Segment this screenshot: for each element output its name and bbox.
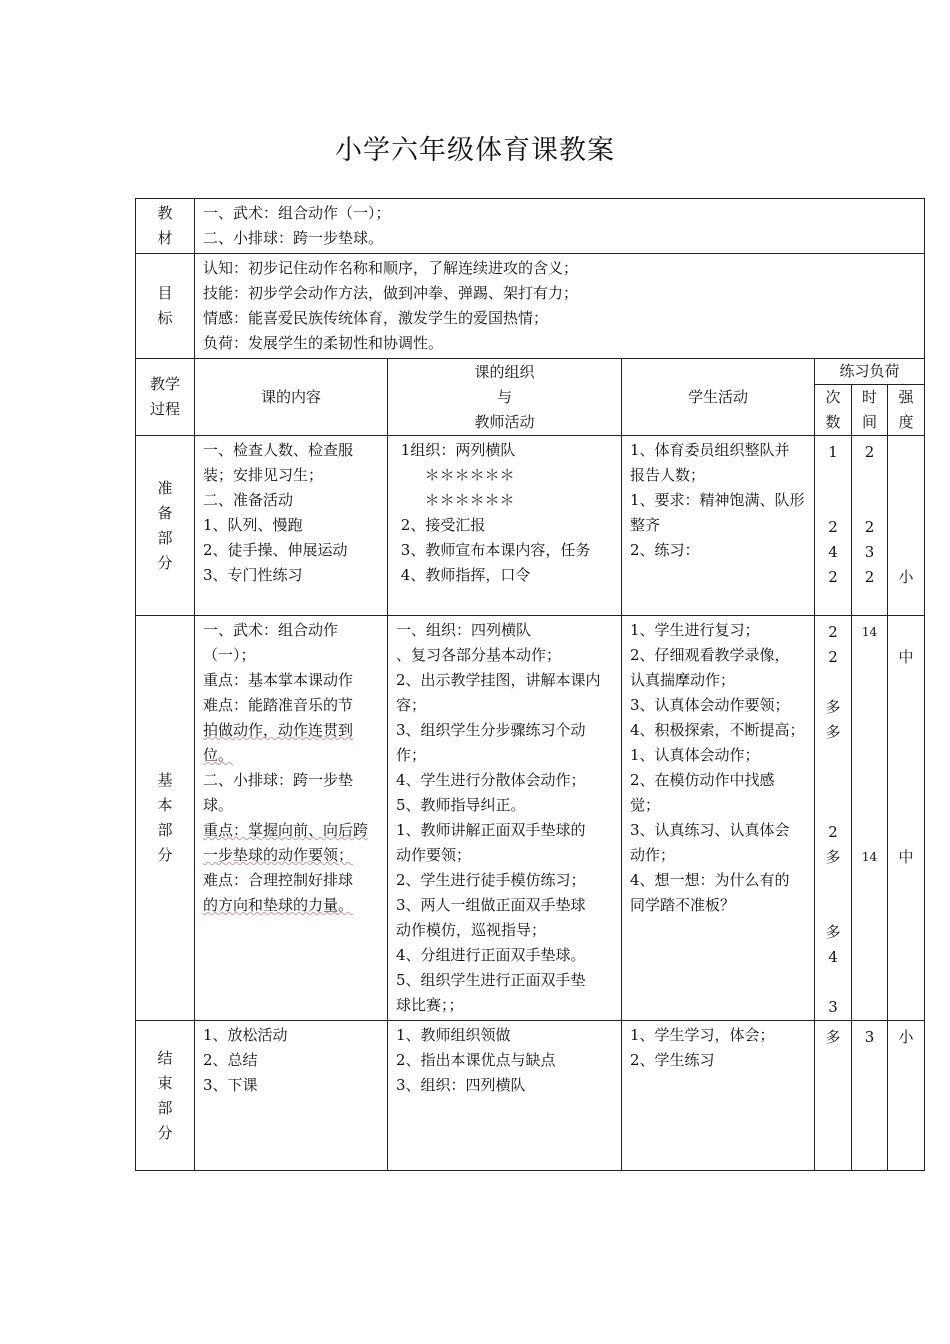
prep-row xyxy=(136,436,925,616)
prep-student-activity: 1、体育委员组织整队并 报告人数； 1、要求：精神饱满、队形 整齐 2、练习： xyxy=(622,436,815,616)
end-intensity: 小 xyxy=(888,1021,925,1171)
prep-organization: 1组织：两列横队 ＊＊＊＊＊＊ ＊＊＊＊＊＊ 2、接受汇报 3、教师宣布本课内容，任务 4、教师指挥，口令 xyxy=(388,436,622,616)
header-row xyxy=(136,359,925,385)
end-row xyxy=(136,1021,925,1171)
header-student-activity: 学生活动 xyxy=(622,359,815,436)
end-times: 多 xyxy=(815,1021,852,1171)
main-intensity: 中 中 xyxy=(888,616,925,1021)
main-row xyxy=(136,616,925,1021)
goal-label: 目 标 xyxy=(136,254,195,359)
header-time: 时 间 xyxy=(852,385,888,436)
main-student-activity: 1、学生进行复习； 2、仔细观看教学录像， 认真揣摩动作； 3、认真体会动作要领； 4、积极探索，不断提高； 1、认真体会动作； 2、在模仿动作中找感 觉； 3、认真练习、认真体会 动作； 4、想一想：为什么有的 同学踏不准板？ xyxy=(622,616,815,1021)
header-times: 次 数 xyxy=(815,385,852,436)
material-row xyxy=(136,199,925,254)
header-process: 教学 过程 xyxy=(136,359,195,436)
lesson-plan-table xyxy=(135,198,925,1171)
material-label: 教 材 xyxy=(136,199,195,254)
end-organization: 1、教师组织领做 2、指出本课优点与缺点 3、组织：四列横队 xyxy=(388,1021,622,1171)
main-organization: 一、组织：四列横队 、复习各部分基本动作； 2、出示教学挂图，讲解本课内 容； 3、组织学生分步骤练习个动 作； 4、学生进行分散体会动作； 5、教师指导纠正。 1、教师讲解正面双手垫球的 动作要领； 2、学生进行徒手模仿练习； 3、两人一组做正面双手垫球 动作模仿，巡视指导； 4、分组进行正面双手垫球。 5、组织学生进行正面双手垫 球比赛；； xyxy=(388,616,622,1021)
end-student-activity: 1、学生学习，体会； 2、学生练习 xyxy=(622,1021,815,1171)
page-title: 小学六年级体育课教案 xyxy=(335,135,615,166)
main-content: 一、武术：组合动作 （一）； 重点：基本掌本课动作 难点：能踏准音乐的节 拍做动作，动作连贯到 位。 二、小排球：跨一步垫 球。 重点：掌握向前、向后跨 一步垫球的动作要领； 难点：合理控制好排球 的方向和垫球的力量。 xyxy=(195,616,388,1021)
end-time: 3 xyxy=(852,1021,888,1171)
main-label: 基 本 部 分 xyxy=(136,616,195,1021)
prep-times: 1 2 4 2 xyxy=(815,436,852,616)
header-load: 练习负荷 xyxy=(815,359,925,385)
prep-intensity: 小 xyxy=(888,436,925,616)
prep-label: 准 备 部 分 xyxy=(136,436,195,616)
header-organization: 课的组织 与 教师活动 xyxy=(388,359,622,436)
end-content: 1、放松活动 2、总结 3、下课 xyxy=(195,1021,388,1171)
header-content: 课的内容 xyxy=(195,359,388,436)
prep-content: 一、检查人数、检查服 装；安排见习生； 二、准备活动 1、队列、慢跑 2、徒手操、伸展运动 3、专门性练习 xyxy=(195,436,388,616)
prep-time: 2 2 3 2 xyxy=(852,436,888,616)
end-label: 结 束 部 分 xyxy=(136,1021,195,1171)
main-times: 2 2 多 多 2 多 多 4 3 xyxy=(815,616,852,1021)
header-intensity: 强 度 xyxy=(888,385,925,436)
goal-row xyxy=(136,254,925,359)
main-time: 14 14 xyxy=(852,616,888,1021)
goal-content: 认知：初步记住动作名称和顺序，了解连续进攻的含义； 技能：初步学会动作方法，做到冲拳、弹踢、架打有力； 情感：能喜爱民族传统体育，激发学生的爱国热情； 负荷：发展学生的柔韧性和协调性。 xyxy=(195,254,925,359)
material-content: 一、武术：组合动作（一）； 二、小排球：跨一步垫球。 xyxy=(195,199,925,254)
